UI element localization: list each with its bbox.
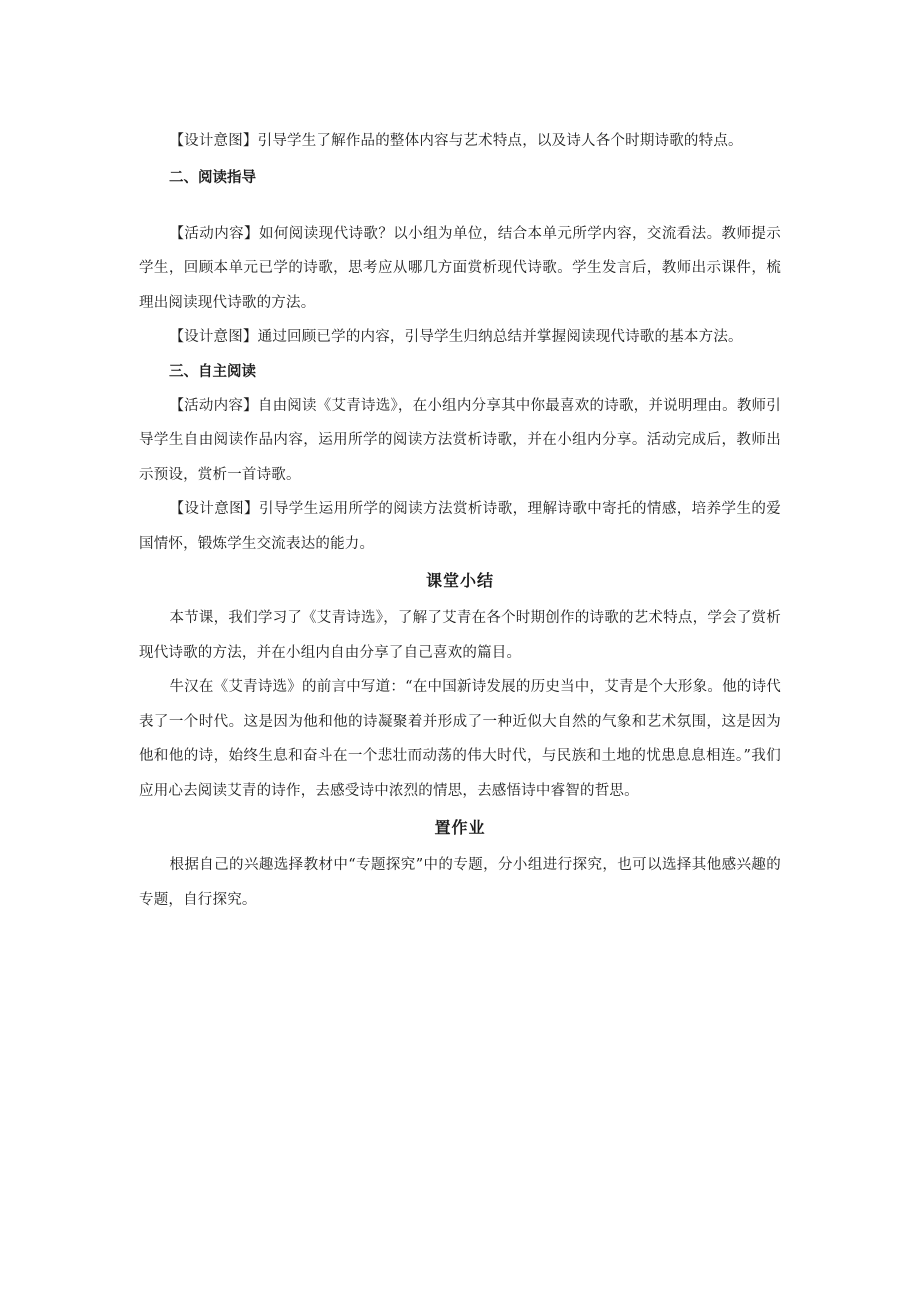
section-heading-self-reading: 三、自主阅读 [169,363,256,380]
section-title-class-summary: 课堂小结 [425,571,494,590]
document-body [139,124,781,917]
activity-content-paragraph-2: 【活动内容】自由阅读《艾青诗选》，在小组内分享其中你最喜欢的诗歌，并说明理由。教师引导学生自由阅读作品内容，运用所学的阅读方法赏析诗歌，并在小组内分享。活动完成后，教师出示预设，赏析一首诗歌。 [139,397,781,483]
summary-paragraph-2: 牛汉在《艾青诗选》的前言中写道：“在中国新诗发展的历史当中，艾青是个大形象。他的诗代表了一个时代。这是因为他和他的诗凝聚着并形成了一种近似大自然的气象和艺术氛围，这是因为他和他的诗，始终生息和奋斗在一个悲壮而动荡的伟大时代，与民族和土地的忧患息息相连。”我们应用心去阅读艾青的诗作，去感受诗中浓烈的情思，去感悟诗中睿智的哲思。 [139,679,781,799]
section-title-homework: 置作业 [434,818,486,837]
design-intent-paragraph-3: 【设计意图】引导学生运用所学的阅读方法赏析诗歌，理解诗歌中寄托的情感，培养学生的爱国情怀，锻炼学生交流表达的能力。 [139,501,781,552]
section-heading-reading-guide: 二、阅读指导 [169,169,256,186]
summary-paragraph-1: 本节课，我们学习了《艾青诗选》，了解了艾青在各个时期创作的诗歌的艺术特点，学会了赏析现代诗歌的方法，并在小组内自由分享了自己喜欢的篇目。 [139,610,781,661]
design-intent-paragraph-1: 【设计意图】引导学生了解作品的整体内容与艺术特点，以及诗人各个时期诗歌的特点。 [169,133,743,149]
activity-content-paragraph-1: 【活动内容】如何阅读现代诗歌？以小组为单位，结合本单元所学内容，交流看法。教师提示学生，回顾本单元已学的诗歌，思考应从哪几方面赏析现代诗歌。学生发言后，教师出示课件，梳理出阅读现代诗歌的方法。 [139,225,781,311]
homework-paragraph: 根据自己的兴趣选择教材中“专题探究”中的专题，分小组进行探究，也可以选择其他感兴趣的专题，自行探究。 [139,857,781,908]
design-intent-paragraph-2: 【设计意图】通过回顾已学的内容，引导学生归纳总结并掌握阅读现代诗歌的基本方法。 [169,329,743,345]
